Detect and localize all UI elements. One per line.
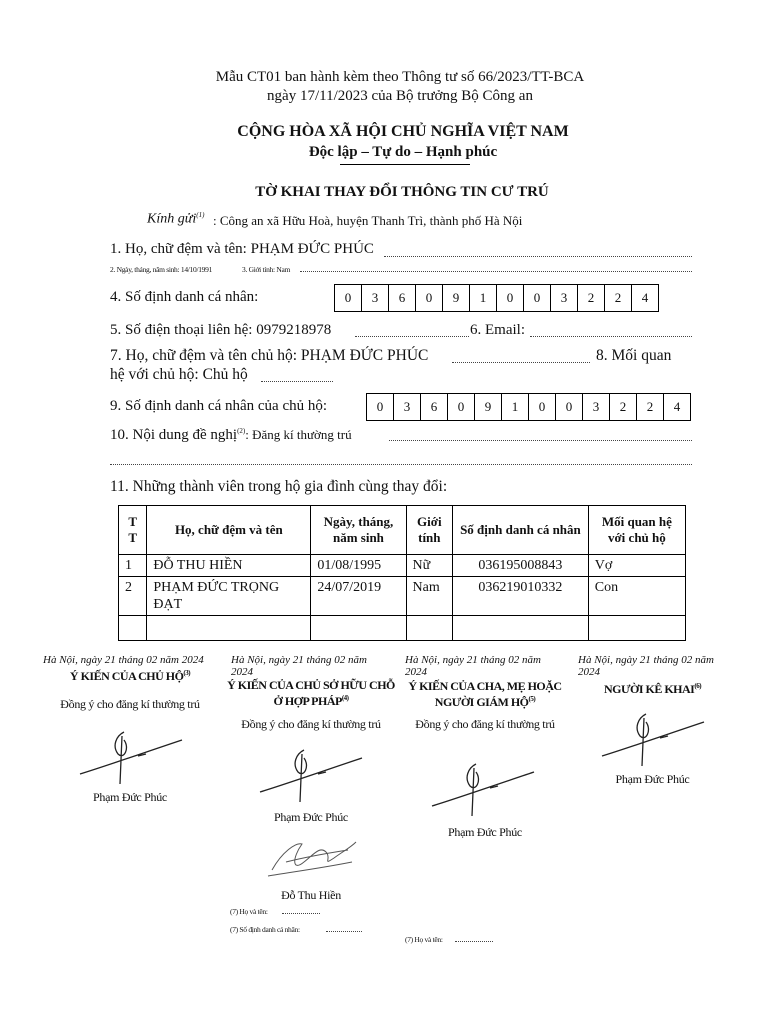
column-header-gender: Giới tính [406,506,453,555]
sig2-signature [256,746,366,806]
field-phone: 5. Số điện thoại liên hệ: 0979218978 [110,322,332,338]
sig1-body: Đồng ý cho đăng kí thường trú [60,697,200,711]
column-header-index: T T [119,506,147,555]
column-header-relationship: Mối quan hệ với chủ hộ [588,506,685,555]
sig2-date: Hà Nội, ngày 21 tháng 02 năm 2024 [231,654,367,678]
cell-empty [311,616,406,641]
cell-relationship: Con [588,577,685,616]
column-header-birth-date: Ngày, tháng, năm sinh [311,506,406,555]
personal-id-boxes [334,284,659,312]
dotted-leader [455,941,493,942]
sig4-title: NGƯỜI KÊ KHAI$^{(6)}$ [603,682,702,696]
field-birth-date: 2. Ngày, tháng, năm sinh: 14/10/1991 [110,265,213,274]
sig2-title: Ý KIẾN CỦA CHỦ SỞ HỮU CHỖ Ở HỢP PHÁP$^{(4)}$ [227,678,395,708]
id-digit-cell: 9 [443,285,470,311]
table-row-empty [119,616,686,641]
cell-birth-date: 24/07/2019 [311,577,406,616]
motto-underline [340,164,470,165]
id-digit-cell: 9 [475,394,502,420]
table-row [119,577,686,616]
id-digit-cell: 2 [637,394,664,420]
field-relationship-label: 8. Mối quan [596,347,672,364]
sig3-body: Đồng ý cho đăng kí thường trú [415,717,555,731]
form-reference-line2: ngày 17/11/2023 của Bộ trưởng Bộ Công an [267,88,533,104]
sig2-note-id: (7) Số định danh cá nhân: [230,925,300,934]
cell-birth-date: 01/08/1995 [311,555,406,577]
sig2-body: Đồng ý cho đăng kí thường trú [241,717,381,731]
field-email: 6. Email: [470,322,525,338]
dotted-leader [326,931,362,932]
sig3-signature [428,760,538,820]
id-digit-cell: 0 [524,285,551,311]
cell-empty [453,616,589,641]
cell-id: 036195008843 [453,555,589,577]
cell-id: 036219010332 [453,577,589,616]
id-digit-cell: 2 [610,394,637,420]
sig2-second-name: Đỗ Thu Hiền [281,888,341,902]
cell-relationship: Vợ [588,555,685,577]
cell-index: 2 [119,577,147,616]
column-header-name: Họ, chữ đệm và tên [147,506,311,555]
table-row [119,555,686,577]
sig4-name: Phạm Đức Phúc [615,772,690,786]
dotted-leader [261,381,333,382]
sig2-note-name: (7) Họ và tên: [230,907,268,916]
cell-empty [119,616,147,641]
id-digit-cell: 0 [335,285,362,311]
nation-heading: CỘNG HÒA XÃ HỘI CHỦ NGHĨA VIỆT NAM [237,123,569,140]
id-digit-cell: 0 [367,394,394,420]
field-head-id-label: 9. Số định danh cá nhân của chủ hộ: [110,398,328,414]
sig1-date: Hà Nội, ngày 21 tháng 02 năm 2024 [43,654,204,666]
id-digit-cell: 1 [502,394,529,420]
id-digit-cell: 4 [641,290,649,305]
id-digit-cell: 6 [389,285,416,311]
sig1-name: Phạm Đức Phúc [93,790,167,804]
id-digit-cell: 2 [578,285,605,311]
id-digit-cell: 0 [416,285,443,311]
sig2-name: Phạm Đức Phúc [274,810,348,824]
column-header-id: Số định danh cá nhân [453,506,589,555]
head-id-boxes [366,393,691,421]
dotted-leader [282,913,320,914]
dotted-leader [452,362,590,363]
form-title: TỜ KHAI THAY ĐỔI THÔNG TIN CƯ TRÚ [255,184,549,200]
recipient-value: : Công an xã Hữu Hoà, huyện Thanh Trì, thành phố Hà Nội [213,213,523,228]
sig3-name: Phạm Đức Phúc [448,825,522,839]
id-digit-cell: 1 [470,285,497,311]
id-digit-cell: 0 [448,394,475,420]
table-header-row [119,506,686,555]
cell-name: PHẠM ĐỨC TRỌNG ĐẠT [147,577,311,616]
id-digit-cell: 3 [394,394,421,420]
sig3-title: Ý KIẾN CỦA CHA, MẸ HOẶC NGƯỜI GIÁM HỘ$^{(5)}$ [408,679,562,709]
id-digit-cell: 0 [497,285,524,311]
sig4-signature [598,710,708,770]
field-household-head: 7. Họ, chữ đệm và tên chủ hộ: PHẠM ĐỨC PHÚC [110,347,429,364]
cell-gender: Nữ [406,555,453,577]
motto: Độc lập – Tự do – Hạnh phúc [308,144,498,160]
cell-gender: Nam [406,577,453,616]
recipient-label: Kính gửi$^{(1)}$ [147,211,205,227]
sig1-signature [76,728,186,788]
dotted-leader [384,256,692,257]
dotted-leader [300,271,692,272]
sig2-second-signature [262,832,362,882]
id-digit-cell: 4 [673,399,681,414]
dotted-leader [530,336,692,337]
cell-empty [406,616,453,641]
form-reference-line1: Mẫu CT01 ban hành kèm theo Thông tư số 66/2023/TT-BCA [215,69,585,85]
cell-name: ĐỖ THU HIỀN [147,555,311,577]
dotted-leader [355,336,469,337]
members-table [118,505,686,641]
id-digit-cell: 0 [529,394,556,420]
cell-empty [147,616,311,641]
id-digit-cell: 3 [551,285,578,311]
id-digit-cell: 6 [421,394,448,420]
field-request: 10. Nội dung đề nghị$^{(2)}$: Đăng kí thường trú [110,427,352,443]
cell-empty [588,616,685,641]
dotted-leader [110,464,692,465]
dotted-leader [389,440,692,441]
id-digit-cell: 3 [583,394,610,420]
field-personal-id-label: 4. Số định danh cá nhân: [110,289,259,305]
id-digit-cell: 2 [605,285,632,311]
cell-index: 1 [119,555,147,577]
field-members-label: 11. Những thành viên trong hộ gia đình cùng thay đổi: [110,478,448,495]
sig4-date: Hà Nội, ngày 21 tháng 02 năm 2024 [578,654,714,678]
field-relationship-value: hệ với chủ hộ: Chủ hộ [110,366,248,383]
id-digit-cell: 0 [556,394,583,420]
sig3-note-name: (7) Họ và tên: [405,935,443,944]
sig1-title: Ý KIẾN CỦA CHỦ HỘ$^{(3)}$ [69,669,191,683]
sig3-date: Hà Nội, ngày 21 tháng 02 năm 2024 [405,654,541,678]
field-full-name: 1. Họ, chữ đệm và tên: PHẠM ĐỨC PHÚC [110,241,374,257]
field-gender: 3. Giới tính: Nam [242,265,291,274]
id-digit-cell: 3 [362,285,389,311]
